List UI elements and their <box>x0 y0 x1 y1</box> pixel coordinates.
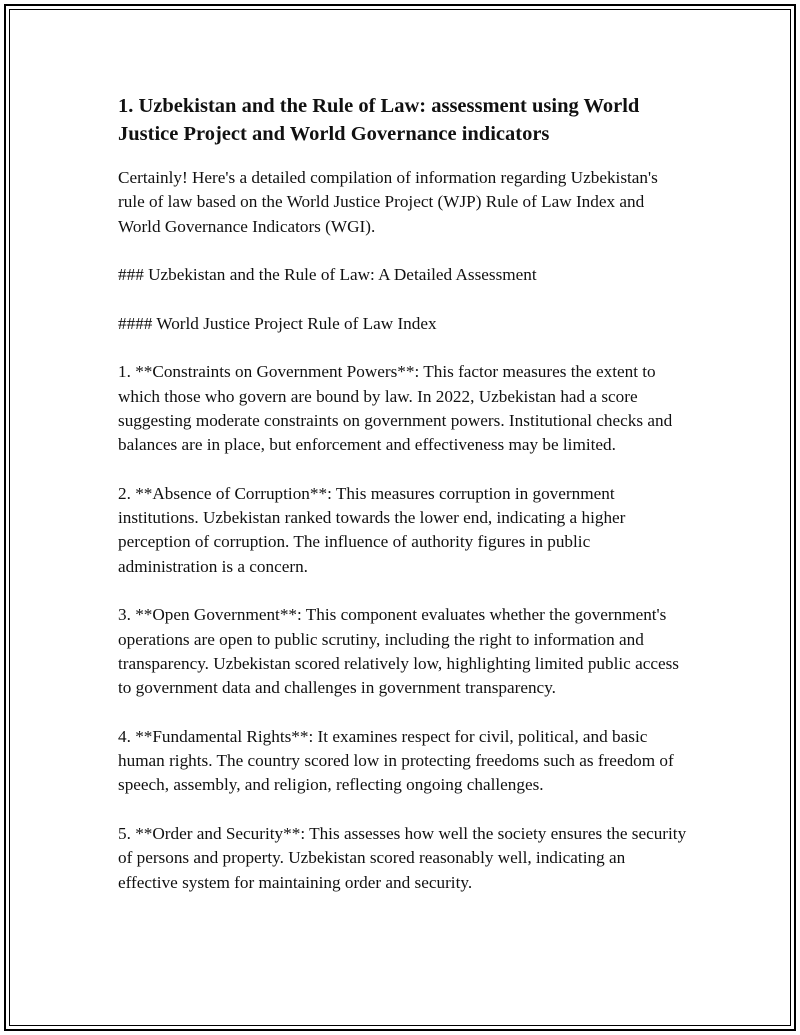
document-body <box>118 92 688 919</box>
list-item-corruption: 2. **Absence of Corruption**: This measures corruption in government institutions. Uzbekistan ranked towards the lower end, indicating a higher perception of corruption. The influence of authority figures in public administration is a concern. <box>118 483 626 576</box>
section-heading: ### Uzbekistan and the Rule of Law: A Detailed Assessment <box>118 265 537 285</box>
intro-paragraph: Certainly! Here's a detailed compilation of information regarding Uzbekistan's rule of law based on the World Justice Project (WJP) Rule of Law Index and World Governance Indicators (WGI). <box>118 168 658 236</box>
list-item-open-government: 3. **Open Government**: This component evaluates whether the government's operations are open to public scrutiny, including the right to information and transparency. Uzbekistan scored relatively low, highlighting limited public access to government data and challenges in government transparency. <box>118 605 679 698</box>
subsection-heading: #### World Justice Project Rule of Law Index <box>118 313 437 333</box>
list-item-constraints: 1. **Constraints on Government Powers**: This factor measures the extent to which those who govern are bound by law. In 2022, Uzbekistan had a score suggesting moderate constraints on government powers. Institutional checks and balances are in place, but enforcement and effectiveness may be limited. <box>118 362 673 455</box>
document-title: 1. Uzbekistan and the Rule of Law: assessment using World Justice Project and World Governance indicators <box>118 95 640 145</box>
list-item-fundamental-rights: 4. **Fundamental Rights**: It examines respect for civil, political, and basic human rights. The country scored low in protecting freedoms such as freedom of speech, assembly, and religion, reflecting ongoing challenges. <box>118 726 674 795</box>
list-item-order-security: 5. **Order and Security**: This assesses how well the society ensures the security of persons and property. Uzbekistan scored reasonably well, indicating an effective system for maintaining order and security. <box>118 824 687 892</box>
